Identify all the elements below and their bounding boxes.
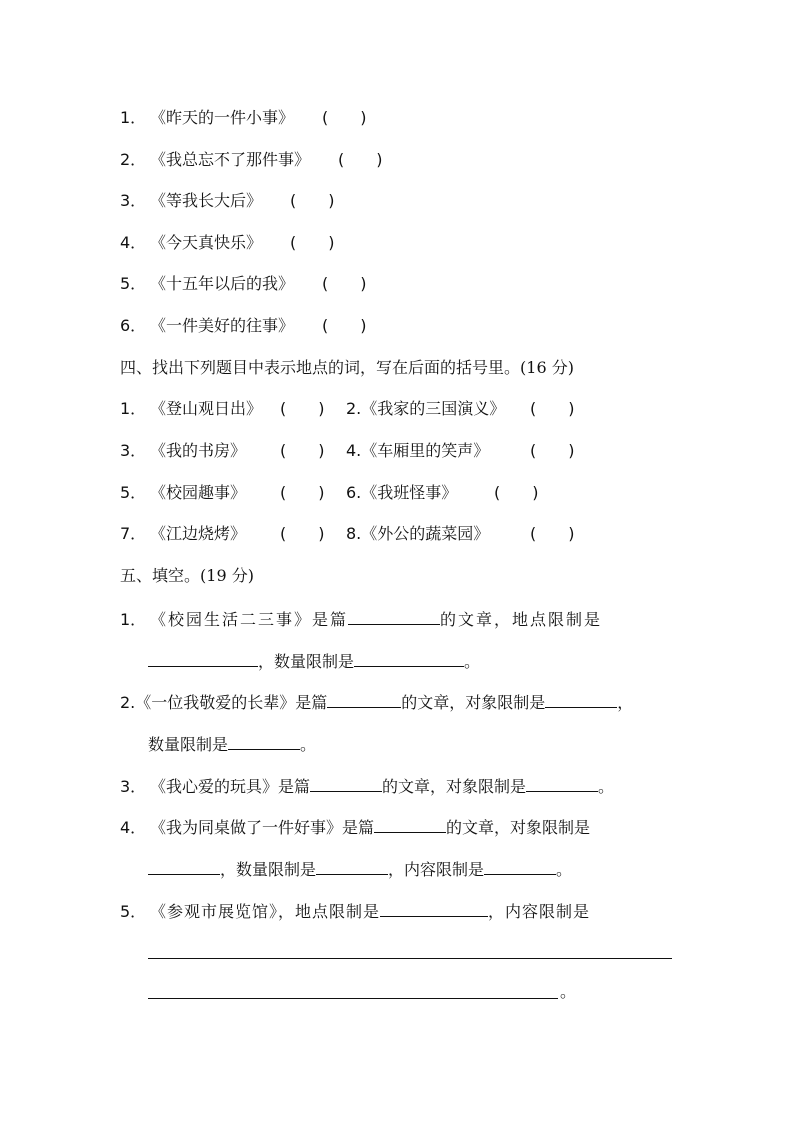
fill-blank[interactable]: [148, 858, 220, 875]
item-title: 《登山观日出》: [150, 399, 263, 418]
answer-parentheses[interactable]: ( ): [322, 108, 367, 127]
list-item: [120, 191, 335, 211]
question-text: 。: [598, 777, 615, 796]
item-title: 《我班怪事》: [361, 483, 458, 502]
question-text: 《我为同桌做了一件好事》是篇: [150, 818, 375, 837]
item-title: 《一件美好的往事》: [150, 316, 295, 335]
question-text: 。: [300, 735, 317, 754]
list-item: [120, 150, 383, 170]
fill-blank-line[interactable]: [148, 958, 672, 959]
question-text: 《参观市展览馆》，地点限制是: [150, 902, 381, 921]
question-text: ，数量限制是: [220, 860, 317, 879]
answer-parentheses[interactable]: ( ): [280, 441, 325, 460]
question-1-cont: [148, 650, 480, 672]
question-text: ，: [617, 693, 634, 712]
question-text: ，数量限制是: [258, 652, 355, 671]
question-5-end: [560, 982, 576, 1002]
item-title: 《我总忘不了那件事》: [150, 150, 311, 169]
question-text: 《一位我敬爱的长辈》是篇: [135, 693, 328, 712]
list-row: [120, 524, 680, 544]
question-number: 2.: [120, 693, 136, 712]
fill-blank[interactable]: [374, 816, 446, 833]
item-number: 1．: [120, 108, 147, 127]
question-text: 《我心爱的玩具》是篇: [150, 777, 311, 796]
question-4: [120, 816, 590, 838]
section5-heading: [120, 566, 254, 586]
list-item: [120, 274, 367, 294]
question-text: 的文章，对象限制是: [401, 693, 546, 712]
question-5: [120, 900, 590, 922]
answer-parentheses[interactable]: ( ): [494, 483, 539, 502]
item-title: 《车厢里的笑声》: [361, 441, 490, 460]
section4-heading: [120, 358, 574, 378]
list-item: [120, 233, 335, 253]
question-text: ，内容限制是: [488, 902, 591, 921]
item-title: 《我的书房》: [150, 441, 247, 460]
list-item-right: [346, 483, 457, 503]
fill-blank[interactable]: [484, 858, 556, 875]
item-number: 4．: [120, 233, 147, 252]
fill-blank[interactable]: [545, 691, 617, 708]
item-number: 2．: [120, 150, 147, 169]
item-title: 《校园趣事》: [150, 483, 247, 502]
answer-parentheses[interactable]: ( ): [338, 150, 383, 169]
fill-blank[interactable]: [316, 858, 388, 875]
item-number: 6．: [120, 316, 147, 335]
fill-blank[interactable]: [310, 775, 382, 792]
answer-parentheses[interactable]: ( ): [530, 524, 575, 543]
question-2-cont: [148, 733, 316, 755]
question-3: [120, 775, 614, 797]
item-number: 5．: [120, 274, 147, 293]
item-number: 8.: [346, 524, 362, 543]
item-number: 4.: [346, 441, 362, 460]
item-title: 《昨天的一件小事》: [150, 108, 295, 127]
question-text: 。: [556, 860, 573, 879]
item-number: 7．: [120, 524, 147, 543]
question-text: 。: [560, 982, 577, 1001]
question-text: 数量限制是: [148, 735, 229, 754]
section-title: 五、填空。: [120, 566, 201, 585]
answer-parentheses[interactable]: ( ): [280, 524, 325, 543]
list-row: [120, 483, 680, 503]
fill-blank[interactable]: [526, 775, 598, 792]
question-text: 《校园生活二三事》是篇: [150, 610, 349, 629]
answer-parentheses[interactable]: ( ): [280, 399, 325, 418]
list-item-right: [346, 524, 489, 544]
fill-blank-line[interactable]: [148, 998, 558, 999]
question-text: 的文章，对象限制是: [446, 818, 591, 837]
item-title: 《外公的蔬菜园》: [361, 524, 490, 543]
item-title: 《今天真快乐》: [150, 233, 263, 252]
item-title: 《十五年以后的我》: [150, 274, 295, 293]
list-item: [120, 108, 367, 128]
item-number: 5．: [120, 483, 147, 502]
list-item-right: [346, 399, 505, 419]
item-number: 1．: [120, 399, 147, 418]
list-item: [120, 316, 367, 336]
item-number: 2.: [346, 399, 362, 418]
answer-parentheses[interactable]: ( ): [322, 316, 367, 335]
answer-parentheses[interactable]: ( ): [530, 399, 575, 418]
question-number: 1．: [120, 610, 147, 629]
item-number: 6.: [346, 483, 362, 502]
section-score: (16 分): [520, 358, 574, 377]
question-1: [120, 608, 602, 630]
answer-parentheses[interactable]: ( ): [290, 233, 335, 252]
fill-blank[interactable]: [354, 650, 464, 667]
question-text: 的文章，对象限制是: [382, 777, 527, 796]
item-title: 《江边烧烤》: [150, 524, 247, 543]
question-number: 5．: [120, 902, 147, 921]
list-row: [120, 441, 680, 461]
answer-parentheses[interactable]: ( ): [280, 483, 325, 502]
question-2: [120, 691, 633, 713]
answer-parentheses[interactable]: ( ): [290, 191, 335, 210]
question-number: 4．: [120, 818, 147, 837]
fill-blank[interactable]: [348, 608, 440, 625]
item-number: 3．: [120, 441, 147, 460]
item-title: 《我家的三国演义》: [361, 399, 506, 418]
item-number: 3．: [120, 191, 147, 210]
list-row: [120, 399, 680, 419]
question-number: 3．: [120, 777, 147, 796]
question-text: ，内容限制是: [388, 860, 485, 879]
fill-blank[interactable]: [148, 650, 258, 667]
section-score: (19 分): [200, 566, 254, 585]
answer-parentheses[interactable]: ( ): [322, 274, 367, 293]
item-title: 《等我长大后》: [150, 191, 263, 210]
question-text: 的文章，地点限制是: [440, 610, 603, 629]
question-4-cont: [148, 858, 572, 880]
section-title: 四、找出下列题目中表示地点的词，写在后面的括号里。: [120, 358, 521, 377]
list-item-right: [346, 441, 489, 461]
question-text: 。: [464, 652, 481, 671]
fill-blank[interactable]: [380, 900, 488, 917]
answer-parentheses[interactable]: ( ): [530, 441, 575, 460]
fill-blank[interactable]: [327, 691, 401, 708]
fill-blank[interactable]: [228, 733, 300, 750]
